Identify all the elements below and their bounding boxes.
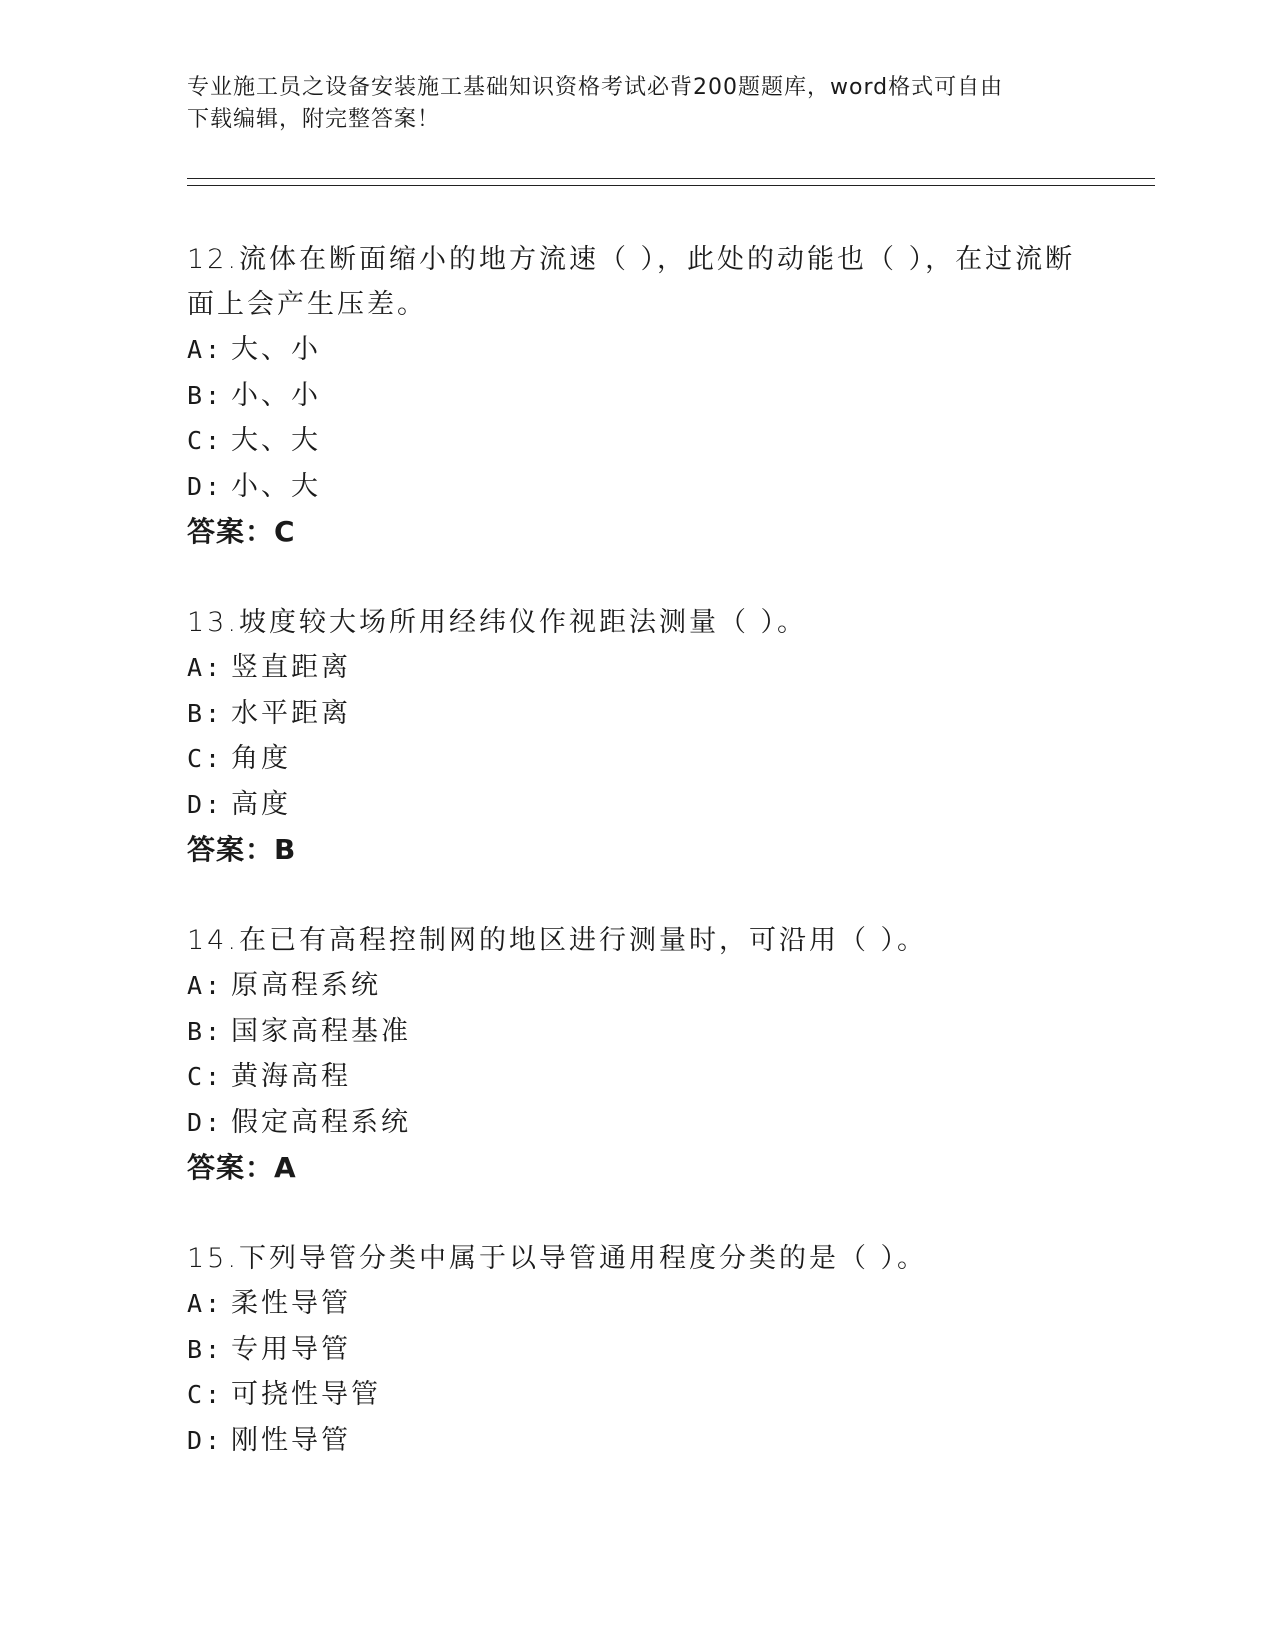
question-list bbox=[187, 237, 1107, 1508]
question-stem: 12.流体在断面缩小的地方流速（ ），此处的动能也（ ），在过流断 bbox=[187, 244, 1076, 275]
option-a bbox=[187, 1281, 1107, 1327]
option-key: A: bbox=[187, 1289, 224, 1318]
option-key: C: bbox=[187, 426, 224, 455]
option-key: B: bbox=[187, 698, 224, 728]
option-c bbox=[187, 418, 1107, 464]
option-text: 假定高程系统 bbox=[231, 1106, 411, 1138]
option-text: 小、小 bbox=[231, 379, 321, 411]
answer-line: 答案：A bbox=[187, 1151, 297, 1184]
header-line-2: 下载编辑，附完整答案！ bbox=[187, 107, 441, 132]
option-d bbox=[187, 464, 1107, 510]
option-text: 大、大 bbox=[231, 425, 321, 456]
question-13 bbox=[187, 600, 1107, 873]
option-key: C: bbox=[187, 744, 224, 773]
option-text: 高度 bbox=[231, 788, 291, 820]
option-c bbox=[187, 736, 1107, 782]
option-key: D: bbox=[187, 471, 224, 501]
option-text: 水平距离 bbox=[231, 697, 351, 729]
option-key: A: bbox=[187, 653, 224, 682]
option-text: 原高程系统 bbox=[231, 970, 381, 1001]
option-a bbox=[187, 963, 1107, 1009]
option-d bbox=[187, 782, 1107, 828]
option-key: C: bbox=[187, 1380, 224, 1409]
option-b bbox=[187, 1009, 1107, 1055]
option-text: 国家高程基准 bbox=[231, 1015, 411, 1047]
option-a bbox=[187, 645, 1107, 691]
option-key: B: bbox=[187, 1334, 224, 1364]
option-key: D: bbox=[187, 789, 224, 819]
answer-line: 答案：B bbox=[187, 833, 297, 866]
option-text: 角度 bbox=[231, 743, 291, 774]
option-b bbox=[187, 691, 1107, 737]
option-key: A: bbox=[187, 971, 224, 1000]
question-stem-continued: 面上会产生压差。 bbox=[187, 289, 427, 320]
option-text: 竖直距离 bbox=[231, 652, 351, 683]
option-text: 刚性导管 bbox=[231, 1424, 351, 1456]
option-key: B: bbox=[187, 1016, 224, 1046]
option-text: 柔性导管 bbox=[231, 1288, 351, 1319]
option-text: 小、大 bbox=[231, 470, 321, 502]
option-text: 可挠性导管 bbox=[231, 1379, 381, 1410]
question-14 bbox=[187, 918, 1107, 1191]
question-12 bbox=[187, 237, 1107, 555]
option-b bbox=[187, 373, 1107, 419]
option-text: 黄海高程 bbox=[231, 1061, 351, 1092]
question-stem: 13.坡度较大场所用经纬仪作视距法测量（ ）。 bbox=[187, 607, 808, 638]
option-c bbox=[187, 1054, 1107, 1100]
document-header bbox=[187, 72, 1067, 136]
question-15 bbox=[187, 1236, 1107, 1463]
option-d bbox=[187, 1418, 1107, 1464]
option-text: 大、小 bbox=[231, 334, 321, 365]
option-key: D: bbox=[187, 1107, 224, 1137]
header-line-1: 专业施工员之设备安装施工基础知识资格考试必背200题题库，word格式可自由 bbox=[187, 75, 1004, 100]
option-b bbox=[187, 1327, 1107, 1373]
option-key: C: bbox=[187, 1062, 224, 1091]
option-c bbox=[187, 1372, 1107, 1418]
answer-line: 答案：C bbox=[187, 515, 296, 548]
question-stem: 14.在已有高程控制网的地区进行测量时，可沿用（ ）。 bbox=[187, 925, 928, 956]
option-key: A: bbox=[187, 335, 224, 364]
option-key: D: bbox=[187, 1425, 224, 1455]
question-stem: 15.下列导管分类中属于以导管通用程度分类的是（ ）。 bbox=[187, 1243, 928, 1274]
header-divider bbox=[187, 178, 1155, 186]
option-text: 专用导管 bbox=[231, 1333, 351, 1365]
option-key: B: bbox=[187, 380, 224, 410]
option-a bbox=[187, 327, 1107, 373]
option-d bbox=[187, 1100, 1107, 1146]
